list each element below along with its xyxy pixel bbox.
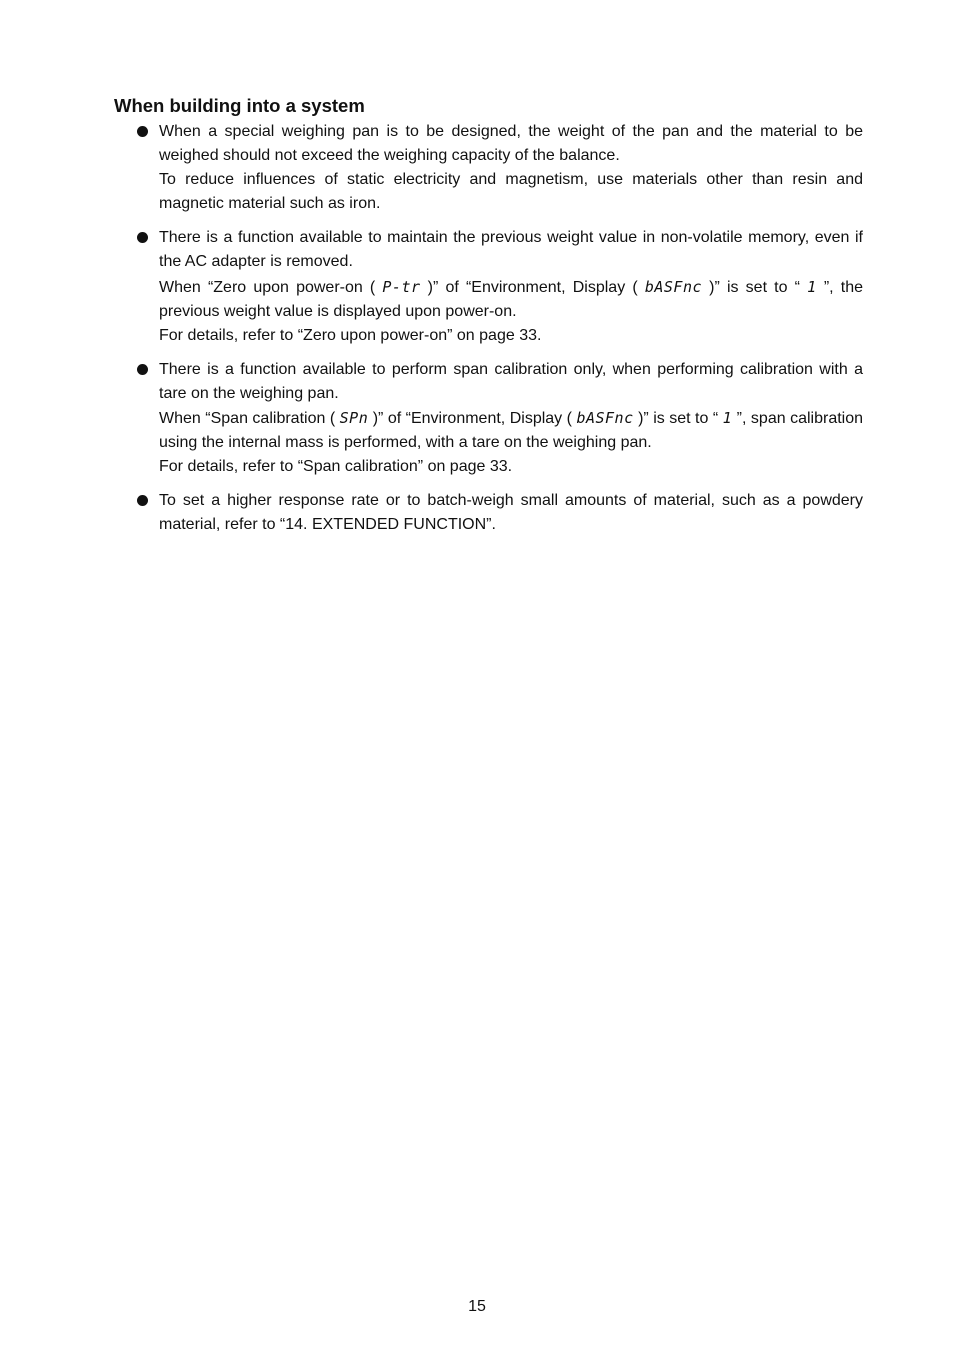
list-item: [136, 120, 863, 216]
display-code: 1: [807, 277, 817, 296]
text-run: ”, the previous weight value is displayed upon power-on.: [159, 278, 864, 320]
section-heading: When building into a system: [114, 95, 365, 116]
paragraph: There is a function available to maintain the previous weight value in non-volatile memory, even if the AC adapter is removed.: [159, 229, 863, 271]
list-item: [136, 358, 863, 479]
text-run: When “Span calibration (: [159, 410, 340, 428]
paragraph: There is a function available to perform span calibration only, when performing calibration with a tare on the weighing pan.: [159, 360, 863, 402]
paragraph: For details, refer to “Span calibration” on page 33.: [159, 458, 513, 476]
display-code: P-tr: [382, 277, 421, 296]
paragraph: [159, 275, 863, 324]
display-code: bASFnc: [644, 277, 703, 296]
paragraph: To set a higher response rate or to batch-weigh small amounts of material, such as a powdery material, refer to “14. EXTENDED FUNCTION”.: [159, 492, 863, 534]
display-code: 1: [722, 409, 733, 428]
display-code: SPn: [339, 409, 369, 428]
text-run: )” is set to “: [633, 410, 723, 428]
bullet-icon: [137, 126, 148, 137]
bullet-icon: [137, 364, 148, 375]
text-run: ”, span calibration using the internal mass is performed, with a tare on the weighing pan.: [159, 410, 864, 452]
page-number: 15: [468, 1298, 486, 1315]
paragraph: [159, 406, 863, 455]
list-item: [136, 489, 863, 537]
paragraph: To reduce influences of static electricity and magnetism, use materials other than resin and magnetic material such as iron.: [159, 171, 863, 213]
list-item: [136, 226, 863, 347]
text-run: )” is set to “: [702, 278, 808, 296]
paragraph: When a special weighing pan is to be designed, the weight of the pan and the material to be weighed should not exceed the weighing capacity of the balance.: [159, 123, 863, 165]
text-run: )” of “Environment, Display (: [368, 410, 577, 428]
bullet-list: [136, 120, 863, 548]
bullet-icon: [137, 232, 148, 243]
bullet-icon: [137, 495, 148, 506]
text-run: When “Zero upon power-on (: [159, 278, 383, 296]
text-run: )” of “Environment, Display (: [420, 278, 645, 296]
paragraph: For details, refer to “Zero upon power-on” on page 33.: [159, 326, 542, 344]
display-code: bASFnc: [576, 409, 634, 428]
